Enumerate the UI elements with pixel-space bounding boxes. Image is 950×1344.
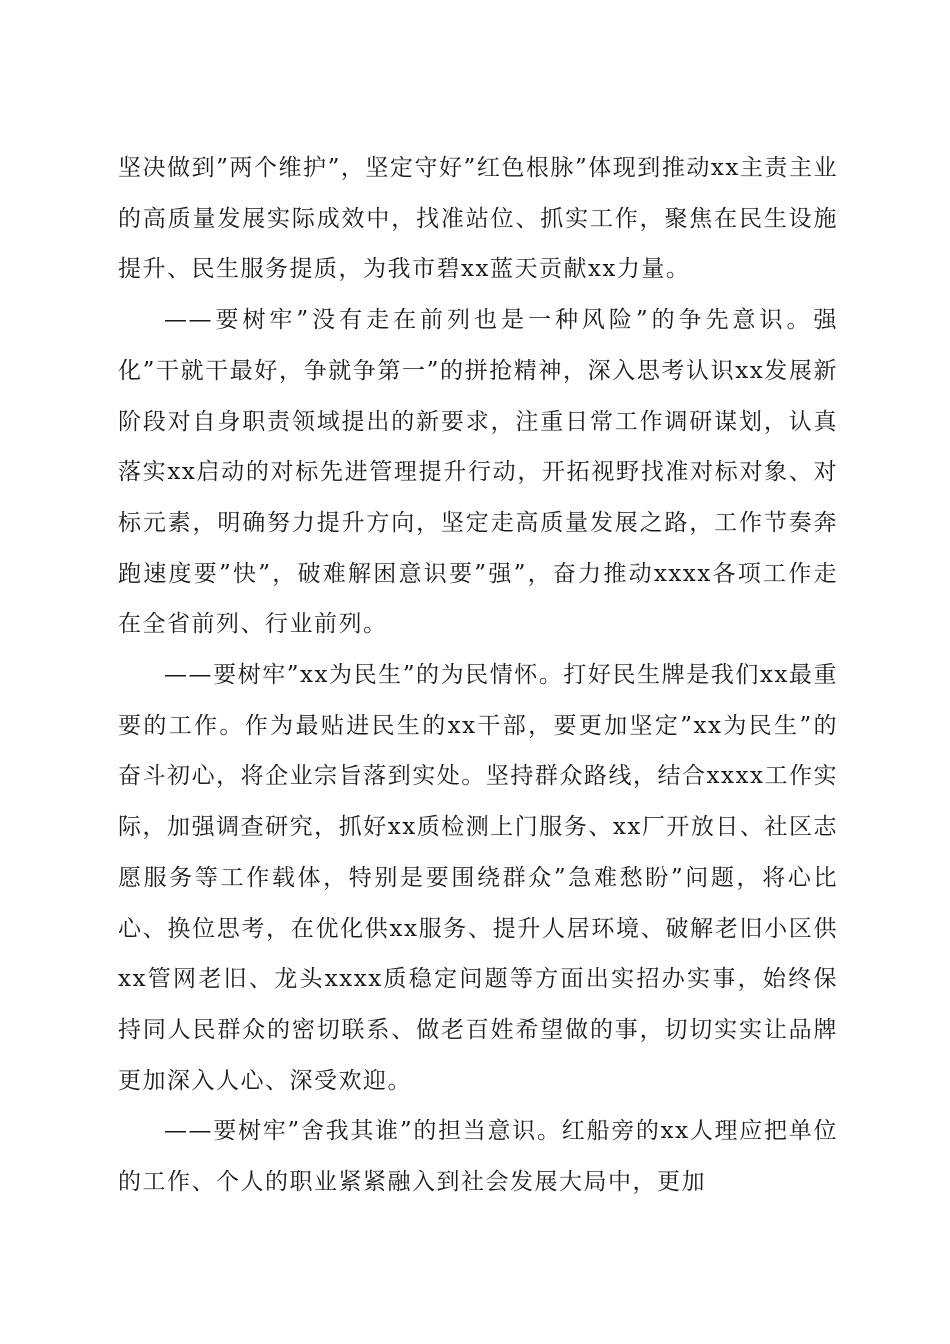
- document-body: [118, 143, 838, 1208]
- paragraph-1: 坚决做到”两个维护”，坚定守好”红色根脉”体现到推动xx主责主业的高质量发展实际成效中，找准站位、抓实工作，聚焦在民生设施提升、民生服务提质，为我市碧xx蓝天贡献xx力量。: [118, 155, 838, 283]
- paragraph-2: ——要树牢”没有走在前列也是一种风险”的争先意识。强化”干就干最好，争就争第一”的拼抢精神，深入思考认识xx发展新阶段对自身职责领域提出的新要求，注重日常工作调研谋划，认真落实xx启动的对标先进管理提升行动，开拓视野找准对标对象、对标元素，明确努力提升方向，坚定走高质量发展之路，工作节奏奔跑速度要”快”，破难解困意识要”强”，奋力推动xxxx各项工作走在全省前列、行业前列。: [118, 307, 838, 638]
- paragraph-4: ——要树牢”舍我其谁”的担当意识。红船旁的xx人理应把单位的工作、个人的职业紧紧融入到社会发展大局中，更加: [118, 1118, 838, 1196]
- paragraph-3: ——要树牢”xx为民生”的为民情怀。打好民生牌是我们xx最重要的工作。作为最贴进民生的xx干部，要更加坚定”xx为民生”的奋斗初心，将企业宗旨落到实处。坚持群众路线，结合xxxx工作实际，加强调查研究，抓好xx质检测上门服务、xx厂开放日、社区志愿服务等工作载体，特别是要围绕群众”急难愁盼”问题，将心比心、换位思考，在优化供xx服务、提升人居环境、破解老旧小区供xx管网老旧、龙头xxxx质稳定问题等方面出实招办实事，始终保持同人民群众的密切联系、做老百姓希望做的事，切切实实让品牌更加深入人心、深受欢迎。: [118, 662, 838, 1094]
